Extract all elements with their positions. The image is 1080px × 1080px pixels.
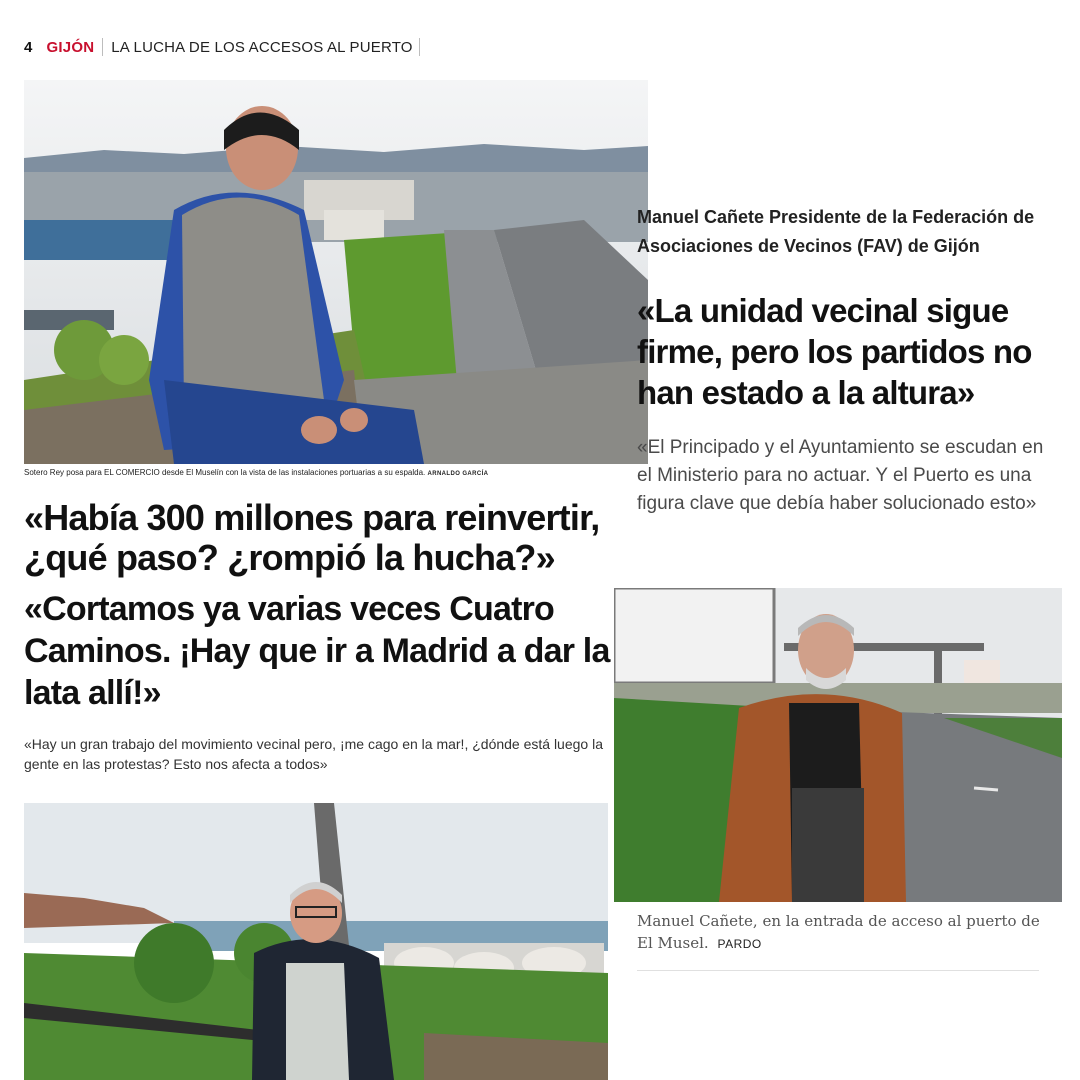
byline: Manuel Cañete Presidente de la Federación de Asociaciones de Vecinos (FAV) de Gijón: [637, 207, 1035, 256]
running-header: [24, 36, 428, 58]
photo2-caption: [637, 910, 1057, 955]
photo-sotero-rey: [24, 80, 648, 464]
divider: [102, 38, 103, 56]
topic-label: LA LUCHA DE LOS ACCESOS AL PUERTO: [111, 38, 413, 56]
section-label: GIJÓN: [46, 38, 95, 56]
right-headline: «La unidad vecinal sigue firme, pero los partidos no han estado a la altura»: [637, 292, 1032, 411]
photo1-caption-text: Sotero Rey posa para EL COMERCIO desde El Muselín con la vista de las instalaciones portuarias a su espalda.: [24, 468, 426, 477]
photo2-credit: PARDO: [717, 937, 762, 951]
secondary-headline: «Cortamos ya varias veces Cuatro Caminos. ¡Hay que ir a Madrid a dar la lata allí!»: [24, 590, 610, 712]
left-deck-quote: «Hay un gran trabajo del movimiento vecinal pero, ¡me cago en la mar!, ¿dónde está luego la gente en las protestas? Esto nos afecta a todos»: [24, 736, 603, 772]
photo1-credit: ARNALDO GARCÍA: [427, 471, 489, 477]
divider: [637, 970, 1039, 971]
photo-manuel-canete: [614, 588, 1062, 902]
photo2-caption-text: Manuel Cañete, en la entrada de acceso al puerto de El Musel.: [637, 912, 1040, 952]
photo-woman-port: [24, 803, 608, 1080]
right-deck-quote: «El Principado y el Ayuntamiento se escudan en el Ministerio para no actuar. Y el Puerto es una figura clave que debía haber solucionado esto»: [637, 437, 1044, 514]
photo1-caption: [24, 468, 488, 477]
divider: [419, 38, 420, 56]
main-headline: «Había 300 millones para reinvertir, ¿qué paso? ¿rompió la hucha?»: [24, 497, 600, 578]
page-number: 4: [24, 38, 33, 56]
